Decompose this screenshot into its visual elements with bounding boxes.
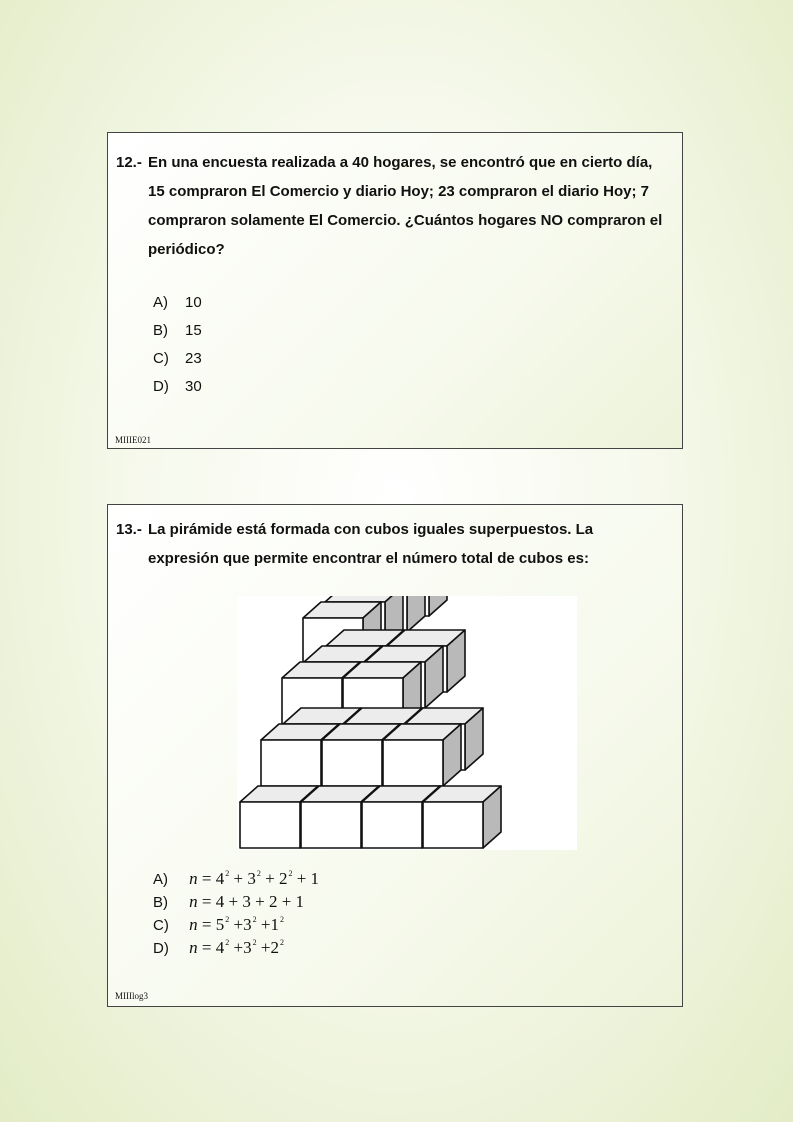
option-value: 15	[185, 322, 202, 339]
question-13-box	[107, 504, 683, 1007]
pyramid-figure	[237, 596, 577, 850]
question-12-box	[107, 132, 683, 449]
option-c	[153, 915, 284, 935]
option-a	[153, 294, 202, 311]
option-d	[153, 378, 202, 395]
option-value: 30	[185, 378, 202, 395]
question-text: La pirámide está formada con cubos iguales superpuestos. La expresión que permite encontrar el número total de cubos es:	[148, 521, 594, 567]
option-c	[153, 350, 202, 367]
question-number: 12.-	[116, 154, 142, 171]
option-label: D)	[153, 940, 169, 957]
option-b	[153, 892, 304, 912]
item-code: MIIIE021	[115, 435, 151, 445]
option-expression: $n = 5^2 +3^2 +1^2$	[189, 915, 284, 934]
cube	[423, 786, 501, 848]
option-d	[153, 938, 284, 958]
option-label: C)	[153, 350, 169, 367]
option-label: A)	[153, 871, 168, 888]
cube	[383, 724, 461, 786]
option-value: 10	[185, 294, 202, 311]
pyramid-of-cubes-illustration	[237, 596, 577, 850]
option-label: B)	[153, 322, 168, 339]
option-label: D)	[153, 378, 169, 395]
option-value: 23	[185, 350, 202, 367]
option-label: A)	[153, 294, 168, 311]
option-b	[153, 322, 202, 339]
item-code: MIIIlog3	[115, 991, 148, 1001]
option-expression: $n = 4^2 + 3^2 + 2^2 + 1$	[189, 869, 320, 888]
option-label: C)	[153, 917, 169, 934]
option-a	[153, 869, 319, 889]
option-expression: n = 4 + 3 + 2 + 1	[189, 892, 305, 911]
question-text: En una encuesta realizada a 40 hogares, se encontró que en cierto día, 15 compraron El Comercio y diario Hoy; 23 compraron el diario Hoy; 7 compraron solamente El Comercio. ¿Cuántos hogares NO compraron el periódico?	[148, 154, 663, 258]
option-label: B)	[153, 894, 168, 911]
question-number: 13.-	[116, 521, 142, 538]
option-expression: $n = 4^2 +3^2 +2^2$	[189, 938, 284, 957]
